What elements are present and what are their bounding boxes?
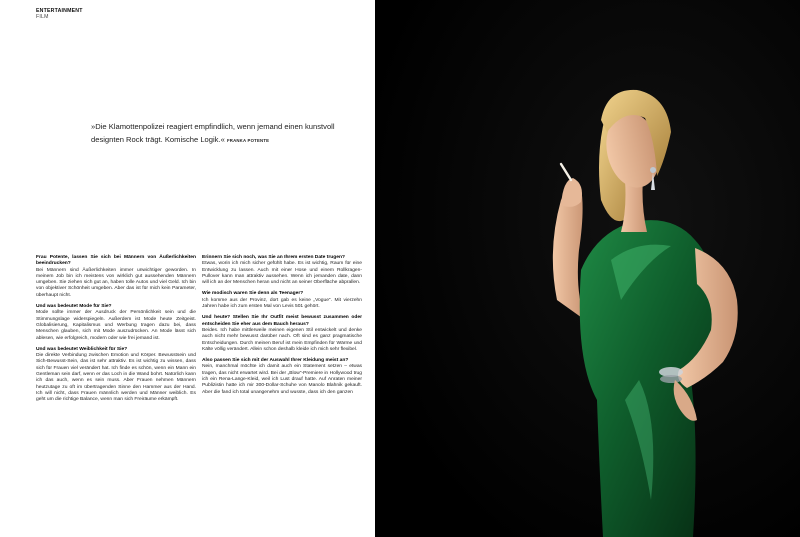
pull-quote (91, 120, 341, 147)
question: Wie modisch waren Sie denn als Teenager? (202, 291, 304, 297)
qa-block (36, 347, 196, 404)
question: Erinnern Sie sich noch, was Sie an Ihrem ersten Date trugen? (202, 255, 345, 260)
question: Und was bedeutet Weiblichkeit für Sie? (36, 346, 128, 352)
interview-column-1 (36, 255, 196, 409)
answer: Mode sollte immer der Ausdruck der Persönlichkeit sein und die Stimmungslage widerspiegeln. Außerdem ist Mode heute Zeitgeist. Globalisierung, Kapitalismus und Werbung tragen dazu bei, dass Menschen glauben, sich mit Mode auszudrücken. An Mode lässt sich ablesen, wie erfolgreich, modern oder wie frei jemand ist. (36, 310, 196, 341)
right-page-photo (375, 0, 800, 537)
qa-block (202, 315, 362, 353)
answer: Ich komme aus der Provinz, dort gab es keine „Vogue“. Mit vierzehn Jahren habe ich zum ersten Mal von Levis 501 gehört. (202, 297, 362, 310)
answer: Bei Männern sind Äußerlichkeiten immer unwichtiger geworden. In meinem Job bin ich meistens von wirklich gut aussehenden Männern umgeben. Sie ziehen sich gut an, haben tolle Autos und viel Geld. Ich bin von objektiver Schönheit umgeben. Aber das ist für mich kein Parameter, überhaupt nicht. (36, 267, 196, 298)
pull-quote-attribution: FRANKA POTENTE (226, 138, 270, 143)
pull-quote-text: »Die Klamottenpolizei reagiert empfindlich, wenn jemand einen kunstvoll designten Rock trägt. Komische Logik.« (91, 122, 335, 144)
question: Also passen Sie sich mit der Auswahl Ihrer Kleidung meist an? (202, 358, 349, 364)
question: Und was bedeutet Mode für Sie? (36, 304, 112, 310)
qa-block (202, 291, 362, 310)
interview-column-2 (202, 255, 362, 401)
qa-block (202, 255, 362, 286)
section-label (36, 8, 83, 20)
subsection-title: FILM (36, 14, 49, 20)
portrait-photo (375, 0, 800, 537)
question: Frau Potente, lassen Sie sich bei Männern von Äußerlichkeiten beeindrucken? (36, 255, 196, 267)
left-page (0, 0, 375, 537)
qa-block (202, 358, 362, 396)
answer: Nein, manchmal möchte ich damit auch ein Statement setzen – etwas tragen, das nicht erwartet wird. Bei der „Blow“-Premiere in Hollywood trug ich ein Rena-Lange-Kleid, weil ich Lust drauf hatte. Auf Anraten meiner Publizistin hatte ich mir 300-Dollar-Schuhe von Manolo Blahnik gekauft. Aber die fand ich total unangenehm und wusste, dass ich den ganzen (202, 364, 362, 395)
answer: Die direkte Verbindung zwischen Emotion und Körper. Bewusstsein und Sich-Bewusst-Sein, das ist sehr attraktiv. Es ist wichtig zu wissen, dass sich für Frauen viel verändert hat. Ich finde es schön, wenn ein Mann ein Gentleman sein darf, wenn er das Loch in die Wand bohrt. Natürlich kann ich das auch, wenn es sein muss. Aber Frauen nehmen Männern heutzutage zu oft im übertragenden Sinne den Hammer aus der Hand. Ich will nicht, dass Frauen männlich werden und Männer weiblich. Es geht um die richtige Balance, wenn man sich Freiräume erkämpft. (36, 353, 196, 403)
answer: Beides. Ich habe mittlerweile meinen eigenen Stil entwickelt und denke auch nicht mehr bewusst darüber nach. Oft sind es ganz pragmatische Entscheidungen. Durch meinen Beruf ist mein Empfinden für Wärme und Kälte völlig verändert. Allein schon deshalb kleide ich mich sehr flexibel. (202, 327, 362, 352)
answer: Etwas, worin ich mich sicher gefühlt habe. Es ist wichtig, Raum für eine Entwicklung zu lassen. Auch mit einer Hose und einem Rollkragen-Pullover kann man attraktiv aussehen. Wenn ich jemanden date, dann will ich an der Menschen heran und nicht an seiner Oberfläche abprallen. (202, 261, 362, 286)
section-title: ENTERTAINMENT (36, 8, 83, 14)
qa-block (36, 304, 196, 342)
qa-block (36, 255, 196, 299)
question: Und heute? Stellen Sie Ihr Outfit meist bewusst zusammen oder entscheiden Sie eher aus dem Bauch heraus? (202, 315, 362, 327)
